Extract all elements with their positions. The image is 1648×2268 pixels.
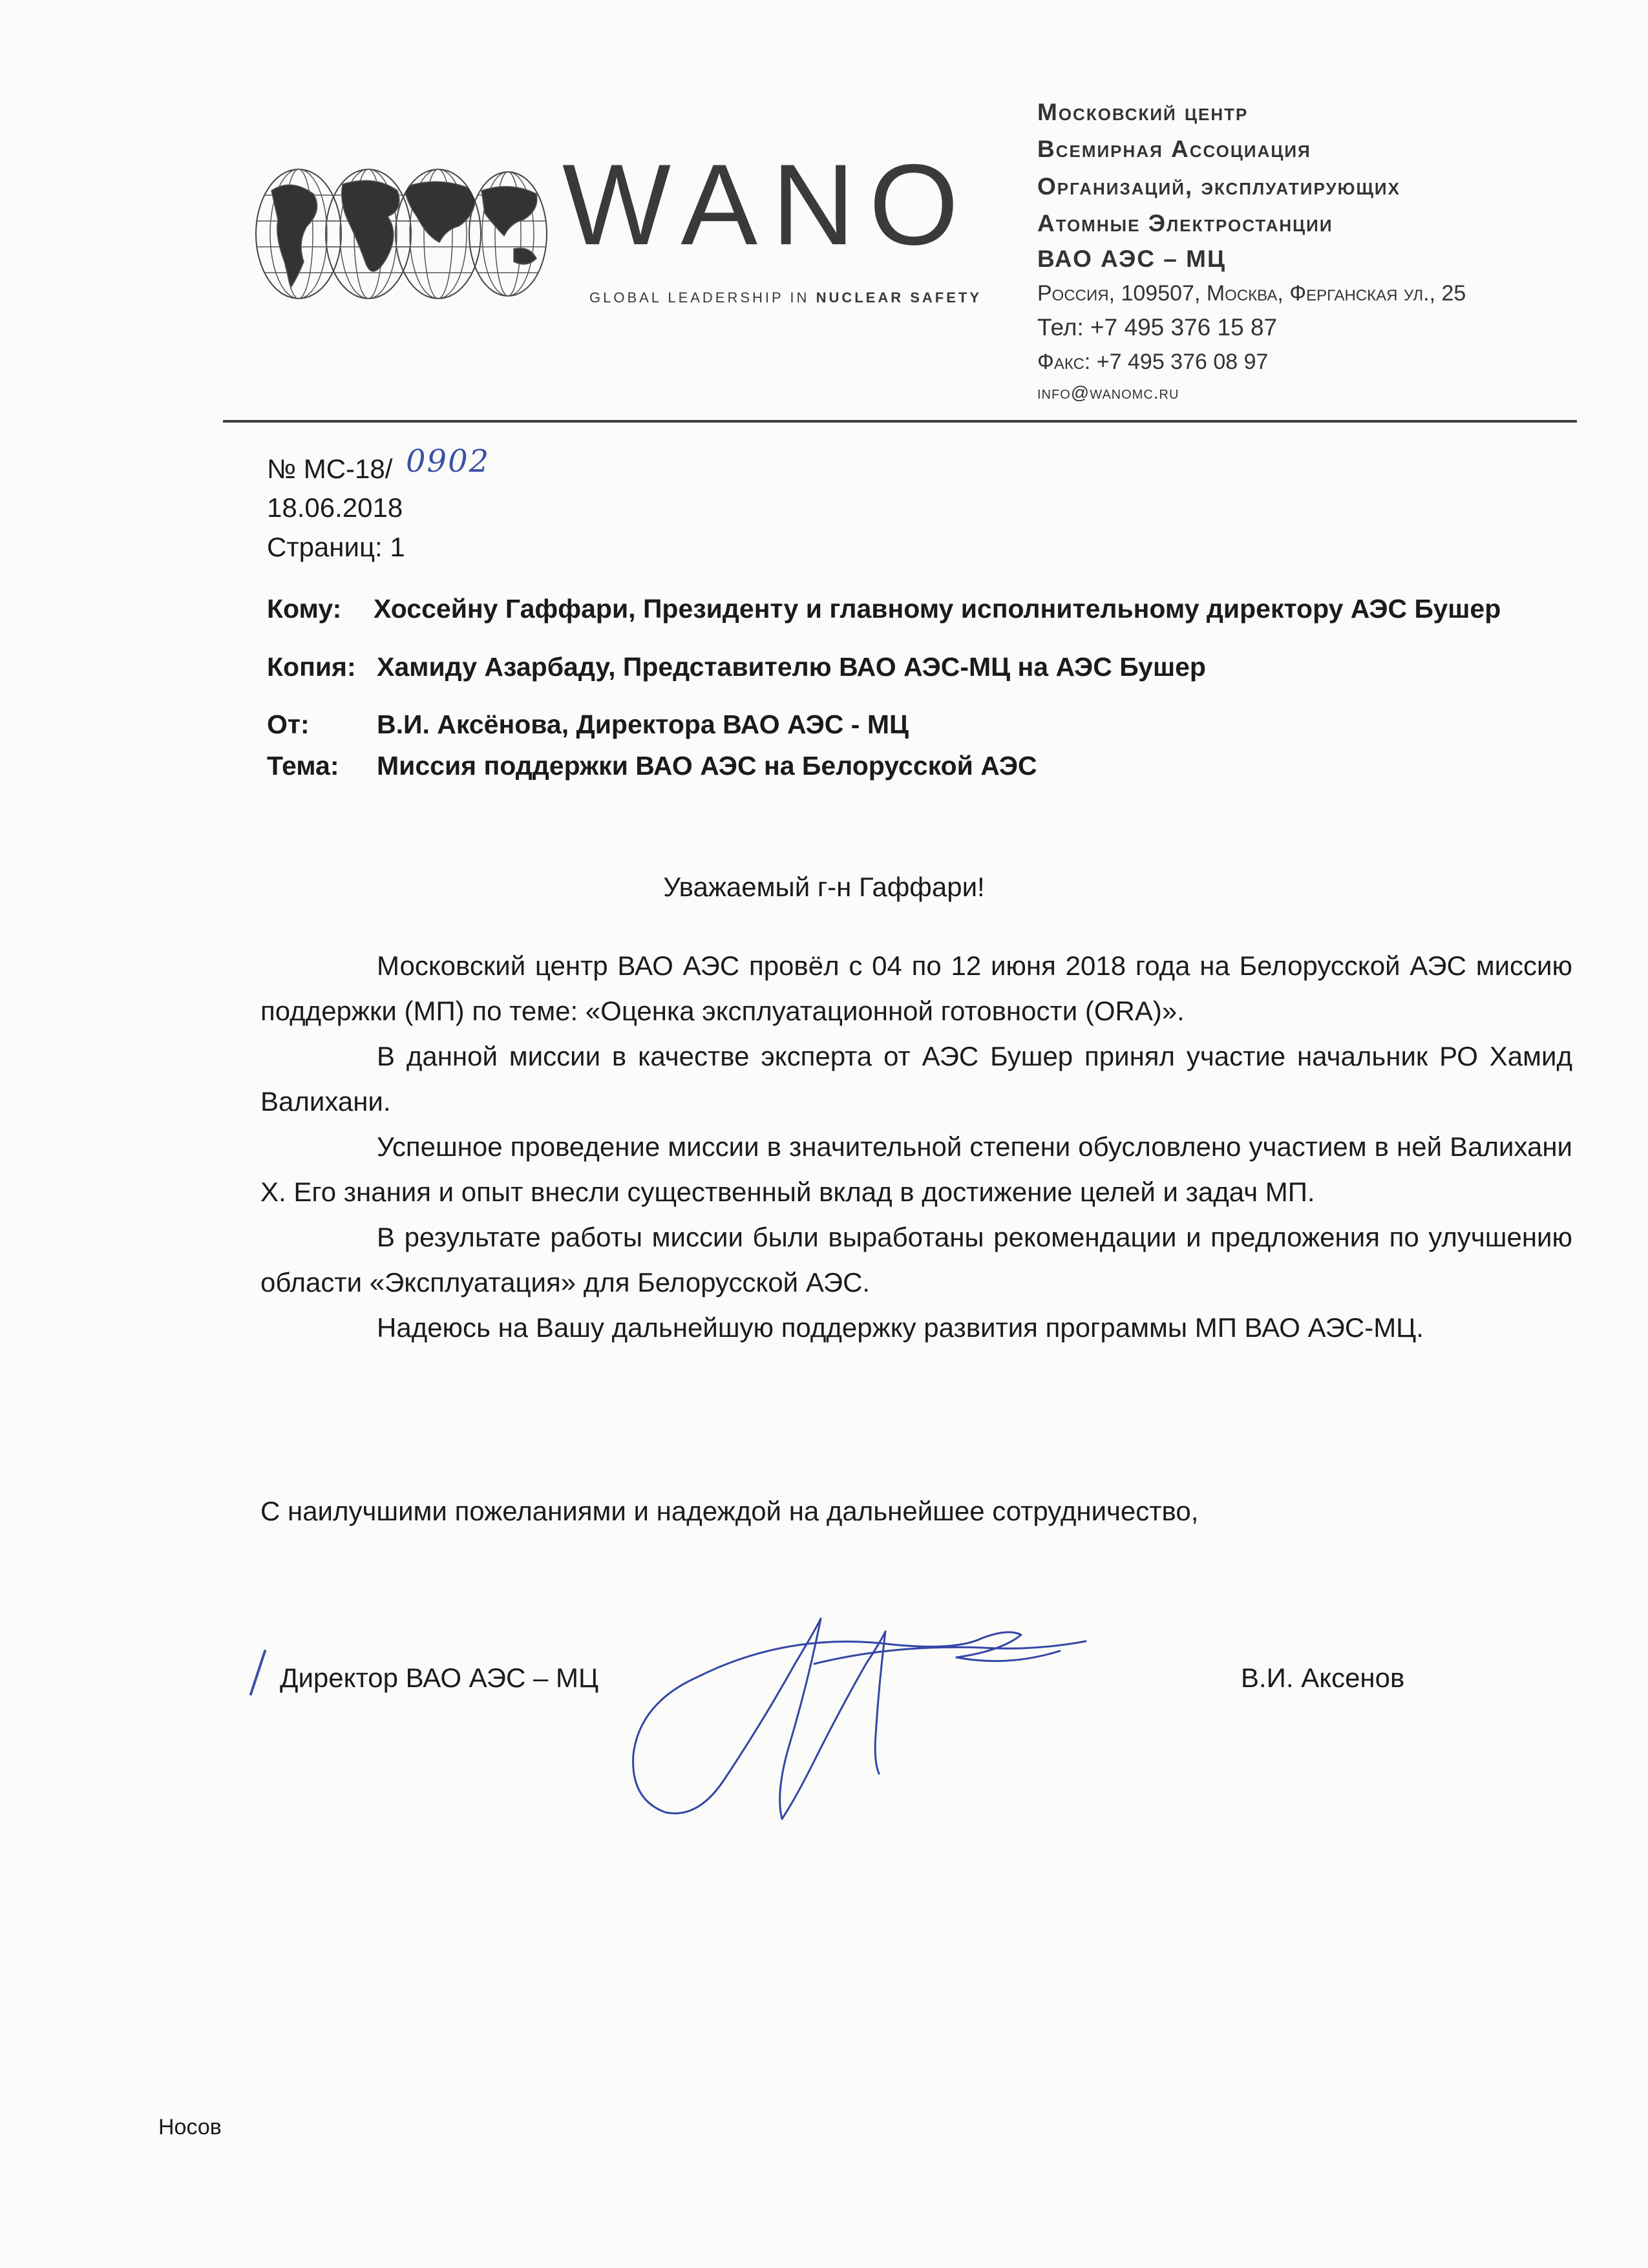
letterhead-email: info@wanomc.ru [1037, 383, 1179, 403]
tagline-bold: NUCLEAR SAFETY [816, 289, 982, 306]
to-label: Кому: [267, 594, 342, 624]
letterhead-line-2: Всемирная Ассоциация [1037, 136, 1311, 162]
wano-globes-logo [252, 165, 549, 304]
letterhead-line-3: Организаций, эксплуатирующих [1037, 173, 1400, 200]
closing-line: С наилучшими пожеланиями и надеждой на дальнейшее сотрудничество, [260, 1496, 1199, 1526]
pen-tick-mark [246, 1648, 271, 1699]
logo-tagline [589, 289, 982, 306]
letterhead-line-4: Атомные Электростанции [1037, 210, 1333, 236]
from-value: В.И. Аксёнова, Директора ВАО АЭС - МЦ [377, 709, 909, 739]
copy-label: Копия: [267, 652, 356, 682]
letterhead-address: Россия, 109507, Москва, Ферганская ул., 25 [1037, 281, 1466, 306]
letterhead-line-1: Московский центр [1037, 99, 1249, 125]
body-paragraph-5: Надеюсь на Вашу дальнейшую поддержку развития программы МП ВАО АЭС-МЦ. [377, 1312, 1424, 1343]
document-number: № МС-18/ [267, 454, 393, 484]
subject-value: Миссия поддержки ВАО АЭС на Белорусской АЭС [377, 751, 1037, 781]
header-rule [223, 420, 1577, 423]
from-label: От: [267, 709, 310, 739]
to-value: Хоссейну Гаффари, Президенту и главному исполнительному директору АЭС Бушер [374, 594, 1501, 624]
letterhead-fax: Факс: +7 495 376 08 97 [1037, 350, 1269, 374]
body-paragraph-2: В данной миссии в качестве эксперта от АЭС Бушер принял участие начальник РО Хамид Валихани. [260, 1041, 1572, 1117]
letterhead-line-5: ВАО АЭС – МЦ [1037, 246, 1226, 272]
body-paragraph-4: В результате работы миссии были выработаны рекомендации и предложения по улучшению области «Эксплуатация» для Белорусской АЭС. [260, 1222, 1572, 1297]
greeting: Уважаемый г-н Гаффари! [663, 872, 985, 902]
subject-label: Тема: [267, 751, 339, 781]
wano-wordmark: WANO [562, 140, 973, 269]
signatory-name: В.И. Аксенов [1241, 1663, 1405, 1693]
handwritten-signature [620, 1606, 1137, 1851]
document-number-handwritten: 0902 [406, 443, 491, 479]
copy-value: Хамиду Азарбаду, Представителю ВАО АЭС-МЦ на АЭС Бушер [377, 652, 1206, 682]
tagline-regular: GLOBAL LEADERSHIP IN [589, 289, 810, 306]
body-paragraph-3: Успешное проведение миссии в значительной степени обусловлено участием в ней Валихани Х. Его знания и опыт внесли существенный вклад в достижение целей и задач МП. [260, 1131, 1572, 1207]
letterhead-phone: Тел: +7 495 376 15 87 [1037, 314, 1278, 341]
document-date: 18.06.2018 [267, 492, 403, 523]
executor-name: Носов [158, 2115, 222, 2139]
page-count: Страниц: 1 [267, 532, 405, 562]
signatory-title: Директор ВАО АЭС – МЦ [280, 1663, 599, 1693]
body-paragraph-1: Московский центр ВАО АЭС провёл с 04 по 12 июня 2018 года на Белорусской АЭС миссию поддержки (МП) по теме: «Оценка эксплуатационной готовности (ORA)». [260, 950, 1572, 1026]
